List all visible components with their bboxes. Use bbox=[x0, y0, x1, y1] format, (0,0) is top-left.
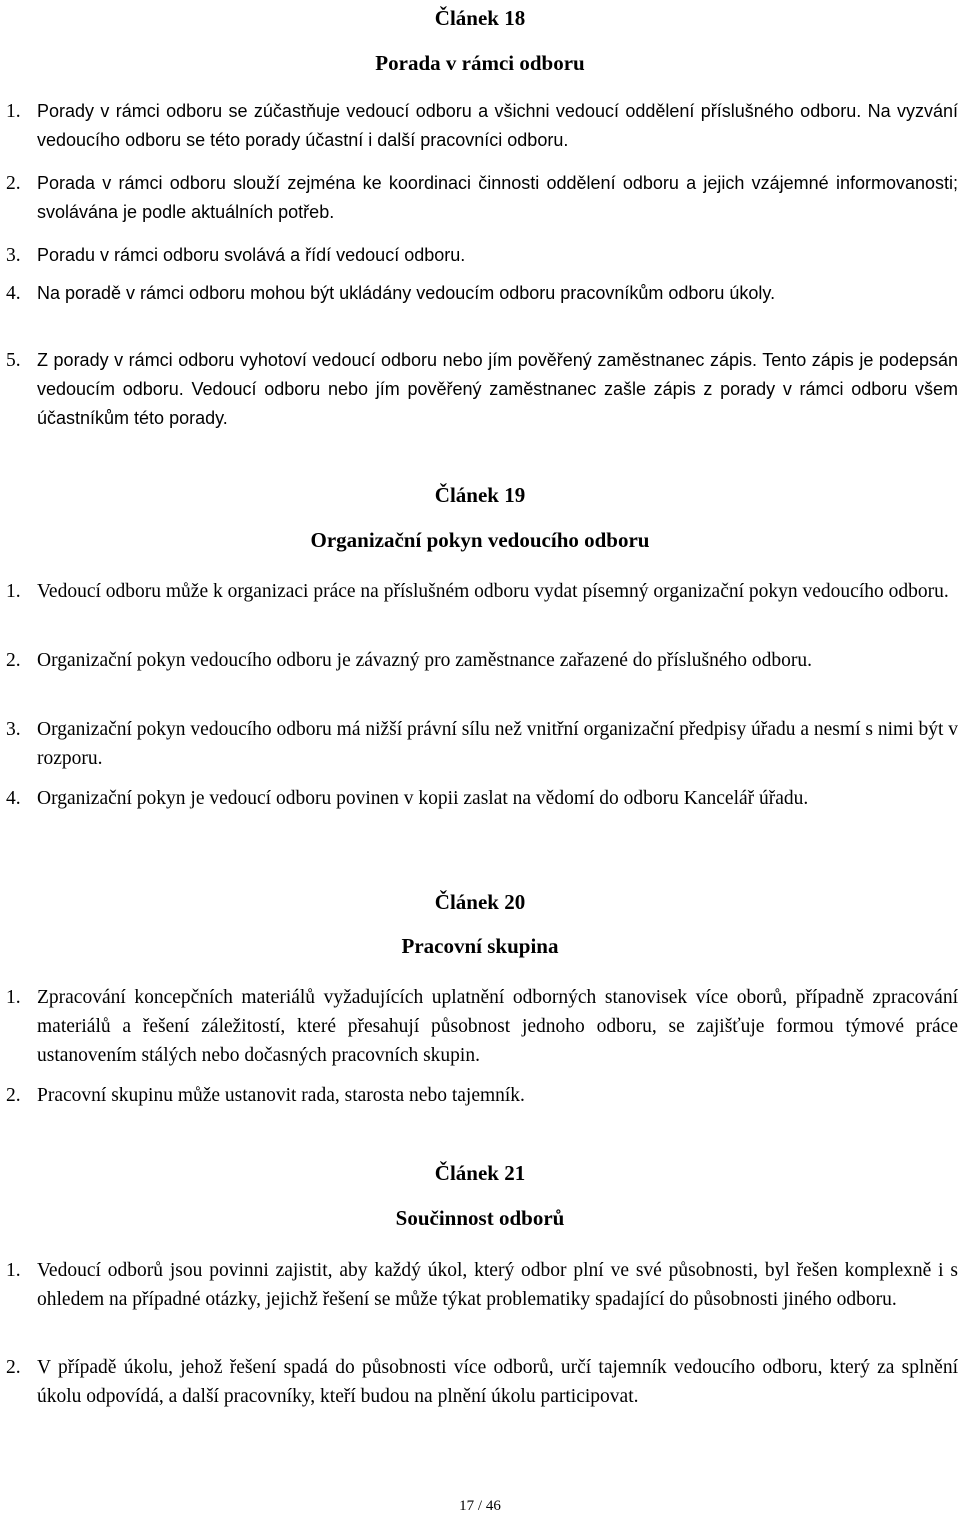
item-text: Poradu v rámci odboru svolává a řídí vedoucí odboru. bbox=[37, 245, 466, 265]
item-number: 5. bbox=[6, 350, 21, 371]
article-18-item-3 bbox=[6, 241, 958, 270]
item-text: Zpracování koncepčních materiálů vyžadujících uplatnění odborných stanovisek více oborů, případně zpracování materiálů a řešení záležitostí, které přesahují působnost jednoho odboru, se zajišťuje formou týmové práce ustanovením stálých nebo dočasných pracovních skupin. bbox=[37, 987, 958, 1066]
item-number: 1. bbox=[6, 581, 21, 602]
item-number: 3. bbox=[6, 719, 21, 740]
item-text: Porady v rámci odboru se zúčastňuje vedoucí odboru a všichni vedoucí oddělení příslušného odboru. Na vyzvání vedoucího odboru se této porady účastní i další pracovníci odboru. bbox=[37, 101, 958, 150]
article-21-subtitle: Součinnost odborů bbox=[395, 1206, 565, 1230]
item-text: Organizační pokyn je vedoucí odboru povinen v kopii zaslat na vědomí do odboru Kancelář úřadu. bbox=[37, 788, 809, 809]
article-19-item-3 bbox=[6, 715, 958, 773]
item-text: Na poradě v rámci odboru mohou být ukládány vedoucím odboru pracovníkům odboru úkoly. bbox=[37, 283, 776, 303]
article-19-title: Článek 19 bbox=[434, 483, 526, 507]
item-number: 3. bbox=[6, 245, 21, 266]
article-19-subtitle: Organizační pokyn vedoucího odboru bbox=[310, 528, 650, 552]
article-18-item-4 bbox=[6, 279, 958, 308]
item-number: 1. bbox=[6, 101, 21, 122]
item-number: 4. bbox=[6, 788, 21, 809]
article-19-item-1 bbox=[6, 577, 958, 606]
article-19-item-2 bbox=[6, 646, 958, 675]
article-18-title: Článek 18 bbox=[434, 6, 526, 30]
item-text: Z porady v rámci odboru vyhotoví vedoucí odboru nebo jím pověřený zaměstnanec zápis. Tento zápis je podepsán vedoucím odboru. Vedoucí odboru nebo jím pověřený zaměstnanec zašle zápis z porady v rámci odboru všem účastníkům této porady. bbox=[37, 350, 958, 428]
item-text: Organizační pokyn vedoucího odboru je závazný pro zaměstnance zařazené do příslušného odboru. bbox=[37, 650, 813, 671]
article-20-item-1 bbox=[6, 983, 958, 1070]
item-number: 2. bbox=[6, 1085, 21, 1106]
article-21-item-2 bbox=[6, 1353, 958, 1411]
article-20-title: Článek 20 bbox=[434, 890, 526, 914]
item-text: Pracovní skupinu může ustanovit rada, starosta nebo tajemník. bbox=[37, 1085, 525, 1106]
item-text: Organizační pokyn vedoucího odboru má nižší právní sílu než vnitřní organizační předpisy úřadu a nesmí s nimi být v rozporu. bbox=[37, 719, 958, 769]
item-text: V případě úkolu, jehož řešení spadá do působnosti více odborů, určí tajemník vedoucího odboru, který za splnění úkolu odpovídá, a další pracovníky, kteří budou na plnění úkolu participovat. bbox=[37, 1357, 958, 1407]
item-number: 4. bbox=[6, 283, 21, 304]
item-text: Porada v rámci odboru slouží zejména ke koordinaci činnosti oddělení odboru a jejich vzájemné informovanosti; svolávána je podle aktuálních potřeb. bbox=[37, 173, 958, 222]
article-20-subtitle: Pracovní skupina bbox=[401, 934, 559, 958]
article-18-item-5 bbox=[6, 346, 958, 433]
item-number: 2. bbox=[6, 650, 21, 671]
item-number: 1. bbox=[6, 1260, 21, 1281]
article-19-item-4 bbox=[6, 784, 958, 813]
article-18-item-1 bbox=[6, 97, 958, 155]
article-18-subtitle: Porada v rámci odboru bbox=[375, 51, 585, 75]
item-number: 2. bbox=[6, 1357, 21, 1378]
page-number: 17 / 46 bbox=[459, 1498, 501, 1514]
article-21-item-1 bbox=[6, 1256, 958, 1314]
item-text: Vedoucí odborů jsou povinni zajistit, aby každý úkol, který odbor plní ve své působnosti, byl řešen komplexně i s ohledem na případné otázky, jejichž řešení se může týkat problematiky spadající do působnosti jiného odboru. bbox=[37, 1260, 958, 1310]
item-text: Vedoucí odboru může k organizaci práce na příslušném odboru vydat písemný organizační pokyn vedoucího odboru. bbox=[37, 581, 949, 602]
item-number: 1. bbox=[6, 987, 21, 1008]
article-21-title: Článek 21 bbox=[434, 1161, 526, 1185]
article-20-item-2 bbox=[6, 1081, 958, 1110]
article-18-item-2 bbox=[6, 169, 958, 227]
item-number: 2. bbox=[6, 173, 21, 194]
